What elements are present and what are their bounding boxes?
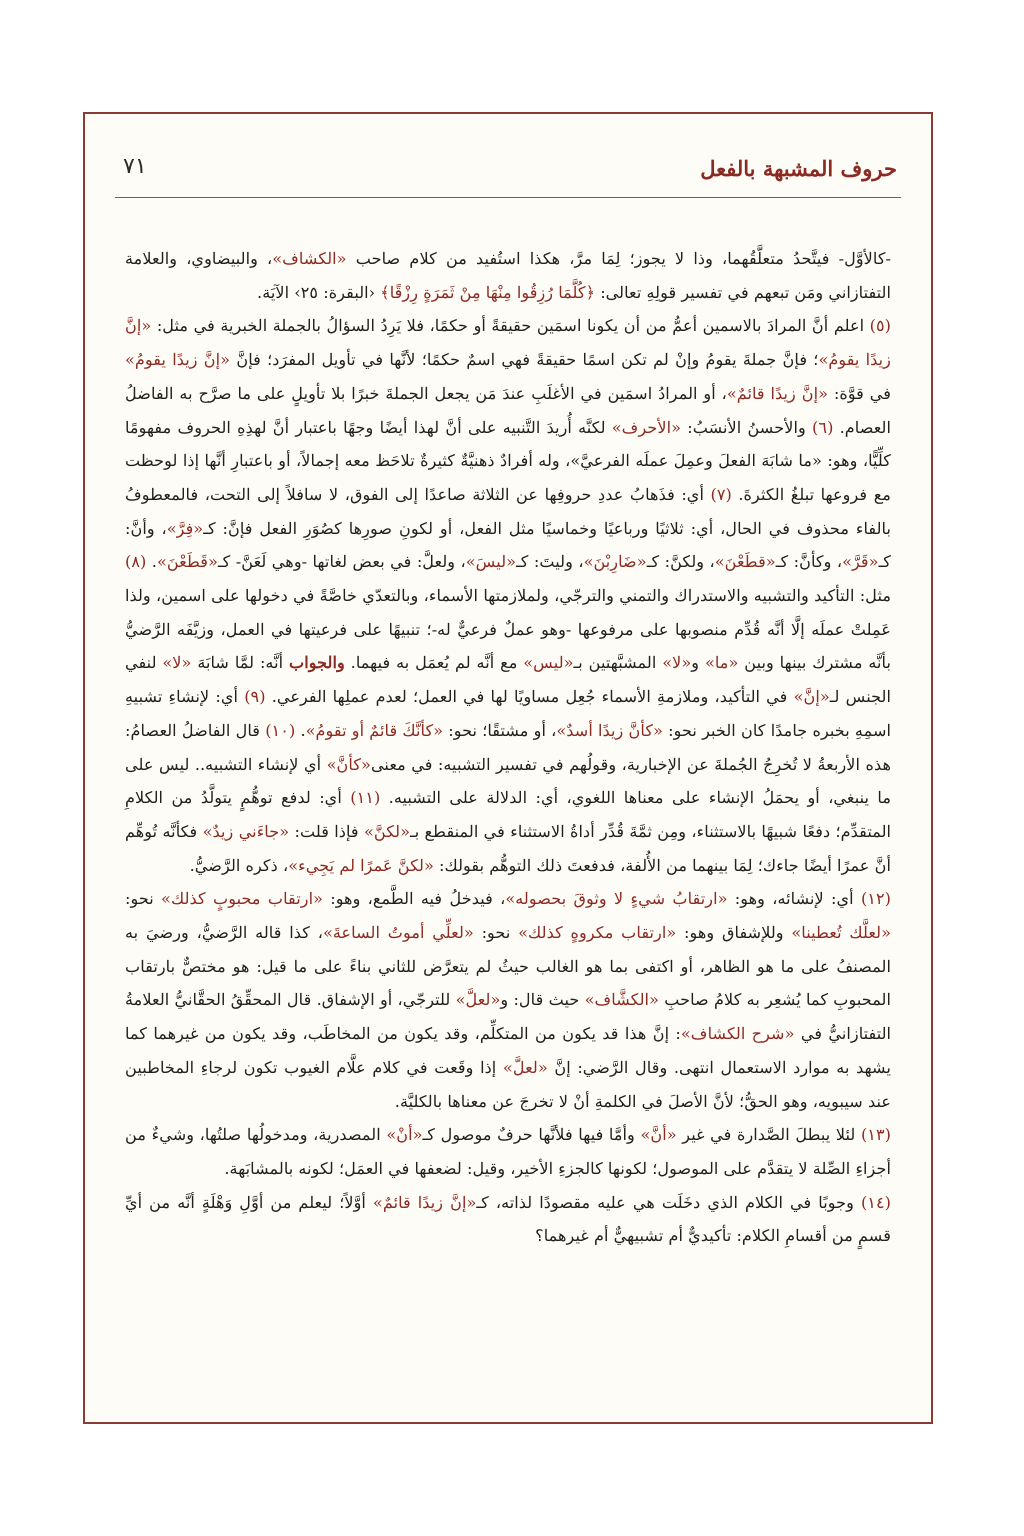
quoted-term: «الأحرف» (611, 417, 682, 437)
quoted-term: «الكشاف» (272, 249, 347, 268)
footnotes-body (125, 242, 891, 1253)
text-run: أي: لإنشائه، وهو: (727, 889, 861, 909)
emphasis-term: والجواب (289, 653, 345, 673)
text-run: فإذا قلت: (289, 821, 364, 841)
quoted-term: «إنَّ زيدًا يقومُ» (125, 316, 891, 370)
quoted-term: «ما» (704, 653, 739, 673)
text-run: أي: لإنشاءِ تشبيهِ اسمِهِ بخبره جامدًا كان الخبر نحو: (125, 687, 892, 740)
footnote-number: (١٤) (860, 1192, 891, 1212)
quoted-term: «قَرَّ» (842, 552, 879, 572)
quoted-term: ﴿كُلَّمَا رُزِقُوا مِنْهَا مِنْ ثَمَرَةٍ رِزْقًا﴾ (380, 282, 596, 302)
text-run: لنفي الجنس لـ (125, 653, 891, 707)
quoted-term: «أنْ» (386, 1125, 423, 1145)
footnote-number: (٦) (812, 417, 834, 437)
text-run: ، ولعلَّ: في بعض لغاتها -وهي لَعَنَّ- كـ (217, 552, 466, 572)
footnote-number: (٩) (244, 687, 266, 707)
text-run: في التأكيد، وملازمةِ الأسماء جُعِل مساويًا لها في العمل؛ لعدم عملِها الفرعي. (265, 687, 794, 707)
quoted-term: «شرح الكشاف» (680, 1024, 795, 1044)
text-run: أنَّه: لمَّا شابَهَ (191, 653, 289, 673)
text-run: ، أو المرادُ اسمَين في الأغلَبِ عندَ مَن يجعل الجملةَ خبرًا بلا تأويلٍ على ما صرَّح به الفاضلُ العصام. (125, 383, 891, 437)
footnote-number: (١٠) (265, 720, 296, 740)
text-run: حيث قال: و (500, 990, 585, 1010)
text-run: ، وليتَ: كـ (516, 552, 584, 572)
quoted-term: «ليس» (523, 653, 574, 673)
text-run: أي: لدفع توهُّمٍ يتولَّدُ من الكلامِ المتقدِّم؛ دفعًا شبيهًا بالاستثناء، ومِن ثمَّةَ قُدِّر أداةُ الاستثناء في المنقطع بـ (125, 788, 892, 841)
page-frame (83, 112, 933, 1424)
text-run: وللإشفاق وهو: (676, 923, 792, 943)
text-run: و (691, 653, 705, 673)
text-run: مع أنَّه لم يُعمَل به فيهما. (344, 653, 524, 673)
text-run: ، أو مشتقًا؛ نحو: (443, 720, 557, 740)
header-divider (115, 197, 901, 198)
chapter-title: حروف المشبهة بالفعل (700, 156, 897, 181)
quoted-term: «لعلِّي أموتُ الساعةَ» (322, 923, 474, 943)
paragraph (125, 1186, 891, 1253)
quoted-term: «ارتقاب مكروهٍ كذلك» (518, 923, 677, 943)
text-run: ، ذكره الرَّضيُّ. (189, 855, 289, 875)
text-run: ، وكأنَّ: كـ (775, 552, 843, 572)
text-run: اعلم أنَّ المرادَ بالاسمين أعمُّ من أن يكونا اسمَين حقيقةً أو حكمًا، فلا يَرِدُ السؤالُ بالجملة الخبرية في مثل: (151, 316, 870, 336)
text-run: . (295, 720, 306, 740)
quoted-term: «لعلَّك تُعطينا» (791, 923, 891, 943)
quoted-term: «ارتقابُ شيءٍ لا وثوقَ بحصوله» (505, 889, 728, 909)
text-run: ، ولكنَّ: كـ (646, 552, 715, 572)
paragraph (125, 309, 891, 882)
quoted-term: «إنَّ زيدًا قائمٌ» (726, 383, 829, 403)
text-run: . (146, 552, 157, 572)
text-run: المصدرية، ومدخولُها صلتُها، وشيءٌ من أجزاءِ الصِّلة لا يتقدَّم على الموصول؛ لكونها كالجزءِ الأخير، وقيل: لضعفها في العمَل؛ لكونه بالمشابَهة. (125, 1125, 891, 1178)
quoted-term: «الكشَّاف» (584, 990, 659, 1010)
text-run: مثل: التأكيد والتشبيه والاستدراك والتمني والترجّي، ولملازمتها الأسماء، وبالتعدّي خاصَّةً في دخولها على اسمين، ولذا عَمِلتْ عملَه إلَّا أنَّه قُدِّم منصوبها على مرفوعها -وهو عملٌ فرعيٌّ له-؛ تنبيهًا على فرعيتها في العمل، وزيَّفَه الرَّضيُّ بأنَّه مشترك بينها وبين (125, 586, 891, 673)
quoted-term: «كأنَّكَ قائمٌ أو تقومُ» (305, 720, 444, 740)
text-run: لكنَّه أُريدَ التَّنبيه على أنَّ لهذا أيضًا وجهًا باعتبار أنَّ لهذِهِ الحروف مفهومًا كلِّيًّا، وهو: «ما شابَهَ الفعلَ وعمِلَ عملَه الفرعيَّ»، وله أفرادٌ ذهنيَّةٌ كثيرةٌ تلاحَظ معه إجمالاً، أو باعتبارِ أنَّها إذا لوحظت مع فروعها تبلغُ الكثرةَ. (125, 417, 891, 504)
footnote-number: (٨) (125, 552, 147, 572)
footnote-number: (١٣) (860, 1125, 891, 1145)
quoted-term: «لعلَّ» (455, 990, 501, 1010)
text-run: فكأنَّه تُوهِّم أنَّ عمرًا أيضًا جاءك؛ لِمَا بينهما من الأُلفة، فدفعتَ ذلك التوهُّم بقولك: (125, 821, 891, 875)
quoted-term: «إنَّ زيدًا يقومُ» (125, 350, 231, 370)
text-run: وجوبًا في الكلام الذي دخَلَت هي عليه مقصودًا لذاته، كـ (476, 1192, 861, 1212)
quoted-term: «إنَّ» (793, 687, 830, 707)
text-run: أي لإنشاء التشبيه.. ليس على ما ينبغي، أو يحمَلُ الإنشاء على معناها اللغوي، أي: الدلالة على التشبيه. (125, 754, 891, 808)
quoted-term: «لا» (162, 653, 192, 673)
text-run: وأمَّا فيها فلأنَّها حرفٌ موصول كـ (422, 1125, 641, 1145)
text-run: لئلا يبطلَ الصَّدارة في غير (676, 1125, 861, 1145)
footnote-number: (٧) (710, 484, 732, 504)
text-run: -كالأوَّل- فيتَّحدُ متعلَّقُهما، وذا لا يجوز؛ لِمَا مرَّ، هكذا استُفيد من كلام صاحب (346, 249, 892, 268)
quoted-term: «لكنَّ عَمرًا لم يَجِيء» (288, 855, 434, 875)
quoted-term: «جاءَني زيدٌ» (202, 821, 290, 841)
quoted-term: «إنَّ زيدًا قائمٌ» (372, 1192, 477, 1212)
paragraph (125, 882, 891, 1118)
quoted-term: «كأنَّ زيدًا أسدٌ» (556, 720, 663, 740)
text-run: المشبَّهتين بـ (573, 653, 663, 673)
text-run: نحو: (473, 923, 519, 943)
footnote-number: (١٢) (860, 889, 891, 909)
page-number: ٧١ (123, 154, 147, 179)
text-run: ؛ فإنَّ جملةَ يقومُ وإنْ لم تكن اسمًا حقيقةً فهي اسمٌ حكمًا؛ لأنَّها في تأويل المفرَد؛ فإنَّ (230, 350, 819, 370)
quoted-term: «ليسَ» (465, 552, 517, 572)
text-run: في قوَّة: (828, 383, 892, 403)
quoted-term: «لكنَّ» (363, 821, 410, 841)
quoted-term: «أنَّ» (640, 1125, 677, 1145)
quoted-term: «ارتقاب محبوبٍ كذلك» (161, 889, 323, 909)
text-run: : إنَّ هذا قد يكون من المتكلِّم، وقد يكون من المخاطَب، وقد يكون من غيرهما كما يشهد به موارد الاستعمال انتهى. وقال الرَّضي: إنَّ (125, 1024, 891, 1077)
quoted-term: «لعلَّ» (502, 1057, 548, 1077)
footnote-number: (١١) (350, 788, 381, 808)
paragraph (125, 242, 891, 309)
quoted-term: «قطَعْنَ» (714, 552, 776, 572)
quoted-term: «فِرَّ» (166, 518, 204, 538)
text-run: أي: فذَهابُ عددِ حروفِها عن الثلاثة صاعدًا إلى الفوق، لا سافلاً إلى التحت، فالمعطوفُ بالفاء محذوف في الحال، أي: ثلاثيًا ورباعيًا وخماسيًا مثل الفعل، أو لكونِ صورِها كصُوَرِ الفعل فإنَّ: كـ (125, 484, 891, 538)
text-run: قال الفاضلُ العصامُ: هذه الأربعةُ لا تُخرِجُ الجُملةَ عن الإخبارية، وقولُهم في تفسير التشبيه: في معنى (125, 720, 891, 774)
quoted-term: «كأنَّ» (326, 754, 371, 774)
text-run: ، فيدخلُ فيه الطَّمع، وهو: (322, 889, 506, 909)
footnote-number: (٥) (869, 316, 891, 336)
text-run: نحو: (125, 889, 162, 909)
text-run: أوَّلاً؛ ليعلم من أوَّلِ وَهْلَةٍ أنَّه من أيِّ قسمٍ من أقسامِ الكلام: تأكيديٌّ أم تشبيهيٌّ أم غيرهما؟ (125, 1192, 891, 1246)
text-run: ‹البقرة: ٢٥› الآيَة. (257, 282, 381, 302)
text-run: والأحسنُ الأنسَبُ: (681, 417, 813, 437)
text-run: ، وأنَّ: كـ (125, 518, 892, 572)
quoted-term: «لا» (662, 653, 692, 673)
text-run: ، والبيضاوي، والعلامة التفتازاني ومَن تبعهم في تفسير قولِهِ تعالى: (125, 249, 891, 302)
paragraph (125, 1118, 891, 1185)
text-run: ، كذا قاله الرَّضيُّ، ورضيَ به المصنفُ على ما هو الظاهر، أو اكتفى بما هو الغالب حيثُ لم يتعرَّض للثاني بناءً على ما قيل: هو مختصٌّ بارتقاب المحبوبِ كما يُشعِر به كلامُ صاحبِ (125, 923, 891, 1010)
quoted-term: «ضَارِبْنَ» (583, 552, 647, 572)
page-header (115, 142, 901, 198)
quoted-term: «قَطَعْنَ» (156, 552, 218, 572)
text-run: إذا وقَعت في كلام علَّام الغيوب تكون لرجاءِ المخاطبين عند سيبويه، وهو الحقُّ؛ لأنَّ الأصلَ في الكلمةِ أنْ لا تخرجَ عن معناها بالكليَّة. (125, 1057, 891, 1111)
text-run: للترجّي، أو الإشفاق. قال المحقِّقُ الحقَّانيُّ العلامةُ التفتازانيُّ في (125, 990, 892, 1044)
